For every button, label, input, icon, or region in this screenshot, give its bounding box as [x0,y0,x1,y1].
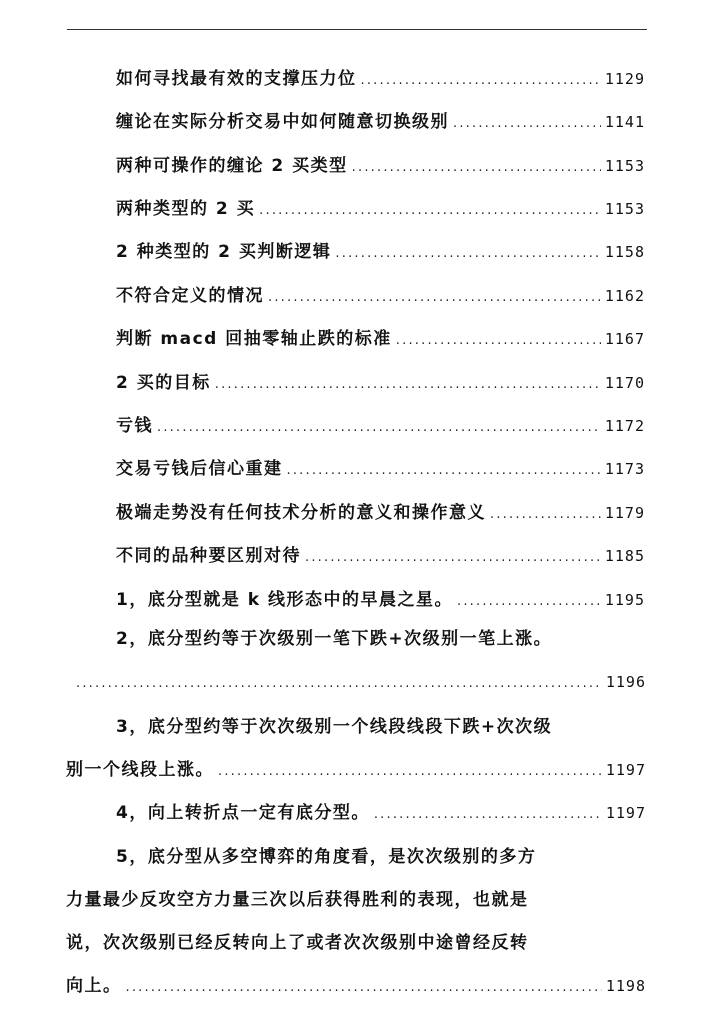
toc-entry[interactable] [116,324,645,350]
toc-entry-title: 5，底分型从多空博弈的角度看，是次次级别的多方 [116,847,537,867]
toc-entry-page: 1173 [604,460,645,478]
toc-entry-line [66,965,646,1008]
toc-entry-multiline[interactable] [66,706,646,792]
toc-entry-title: 2 种类型的 2 买判断逻辑 [116,242,332,262]
toc-entry[interactable] [116,107,645,133]
toc-entry-multiline[interactable] [66,618,646,704]
toc-entry-page: 1196 [605,673,646,691]
header-rule [67,29,647,30]
dot-leader [453,116,601,131]
dot-leader [361,73,601,88]
toc-entry-page: 1158 [604,243,645,261]
toc-entry-title: 如何寻找最有效的支撑压力位 [116,69,357,89]
toc-entry-title: 两种可操作的缠论 2 买类型 [116,156,348,176]
toc-entry-page: 1153 [604,157,645,175]
toc-entry[interactable] [116,194,645,220]
toc-entry[interactable] [116,541,645,567]
toc-entry-page: 1185 [604,547,645,565]
dot-leader [335,246,600,261]
toc-entry-page: 1172 [604,417,645,435]
toc-entry-title: 两种类型的 2 买 [116,199,256,219]
toc-entry-title: 3，底分型约等于次次级别一个线段线段下跌+次次级 [116,717,553,737]
dot-leader [396,333,601,348]
toc-entry-page: 1153 [604,200,645,218]
toc-entry-title: 判断 macd 回抽零轴止跌的标准 [116,329,392,349]
dot-leader [126,966,602,1009]
dot-leader [490,507,601,522]
toc-entry-line [66,879,646,922]
toc-entry-page: 1141 [604,113,645,131]
toc-entry[interactable] [116,498,645,524]
toc-entry-page: 1197 [605,804,646,822]
toc-entry-title: 2，底分型约等于次级别一笔下跌+次级别一笔上涨。 [116,629,553,649]
toc-entry-title-cont: 力量最少反攻空方力量三次以后获得胜利的表现，也就是 [66,890,529,910]
toc-entry-title: 不同的品种要区别对待 [116,546,301,566]
toc-entry[interactable] [116,237,645,263]
toc-entry-title: 交易亏钱后信心重建 [116,459,283,479]
toc-entry-line [66,792,646,835]
dot-leader [215,377,601,392]
toc-entry[interactable] [116,454,645,480]
toc-entry[interactable] [116,151,645,177]
dot-leader [76,662,602,705]
dot-leader [259,203,601,218]
dot-leader [157,420,601,435]
toc-entry-title: 2 买的目标 [116,373,211,393]
toc-entry[interactable] [116,411,645,437]
toc-entry-multiline[interactable] [66,836,646,1008]
toc-entry-line [66,618,646,661]
toc-entry-page: 1167 [604,330,645,348]
toc-entry-line [66,706,646,749]
toc-entry-title: 4，向上转折点一定有底分型。 [116,803,370,823]
dot-leader [374,793,602,836]
toc-entry-line [66,922,646,965]
toc-entry-title: 亏钱 [116,416,153,436]
toc-entry-page: 1179 [604,504,645,522]
toc-entry-page: 1170 [604,374,645,392]
toc-entry-line [66,749,646,792]
toc-entry-title: 缠论在实际分析交易中如何随意切换级别 [116,112,449,132]
toc-entry-title: 1，底分型就是 k 线形态中的早晨之星。 [116,590,453,610]
dot-leader [305,550,601,565]
dot-leader [268,290,601,305]
toc-entry[interactable] [116,64,645,90]
toc-entry[interactable] [116,281,645,307]
toc-entry-title-cont: 向上。 [66,976,122,996]
toc-entry-page: 1198 [605,977,646,995]
toc-entry-page: 1162 [604,287,645,305]
toc-entry-title: 极端走势没有任何技术分析的意义和操作意义 [116,503,486,523]
toc-entry-title: 不符合定义的情况 [116,286,264,306]
toc-entry[interactable] [116,585,645,611]
toc-entry-page: 1129 [604,70,645,88]
dot-leader [218,750,602,793]
dot-leader [457,594,601,609]
toc-entry-multiline[interactable] [66,792,646,835]
toc-entry-title-cont: 别一个线段上涨。 [66,760,214,780]
dot-leader [352,160,601,175]
toc-entry[interactable] [116,368,645,394]
toc-entry-page: 1195 [604,591,645,609]
toc-entry-title-cont: 说，次次级别已经反转向上了或者次次级别中途曾经反转 [66,933,529,953]
toc-entry-line [66,836,646,879]
toc-entry-line [66,661,646,704]
toc-entry-page: 1197 [605,761,646,779]
dot-leader [287,463,601,478]
